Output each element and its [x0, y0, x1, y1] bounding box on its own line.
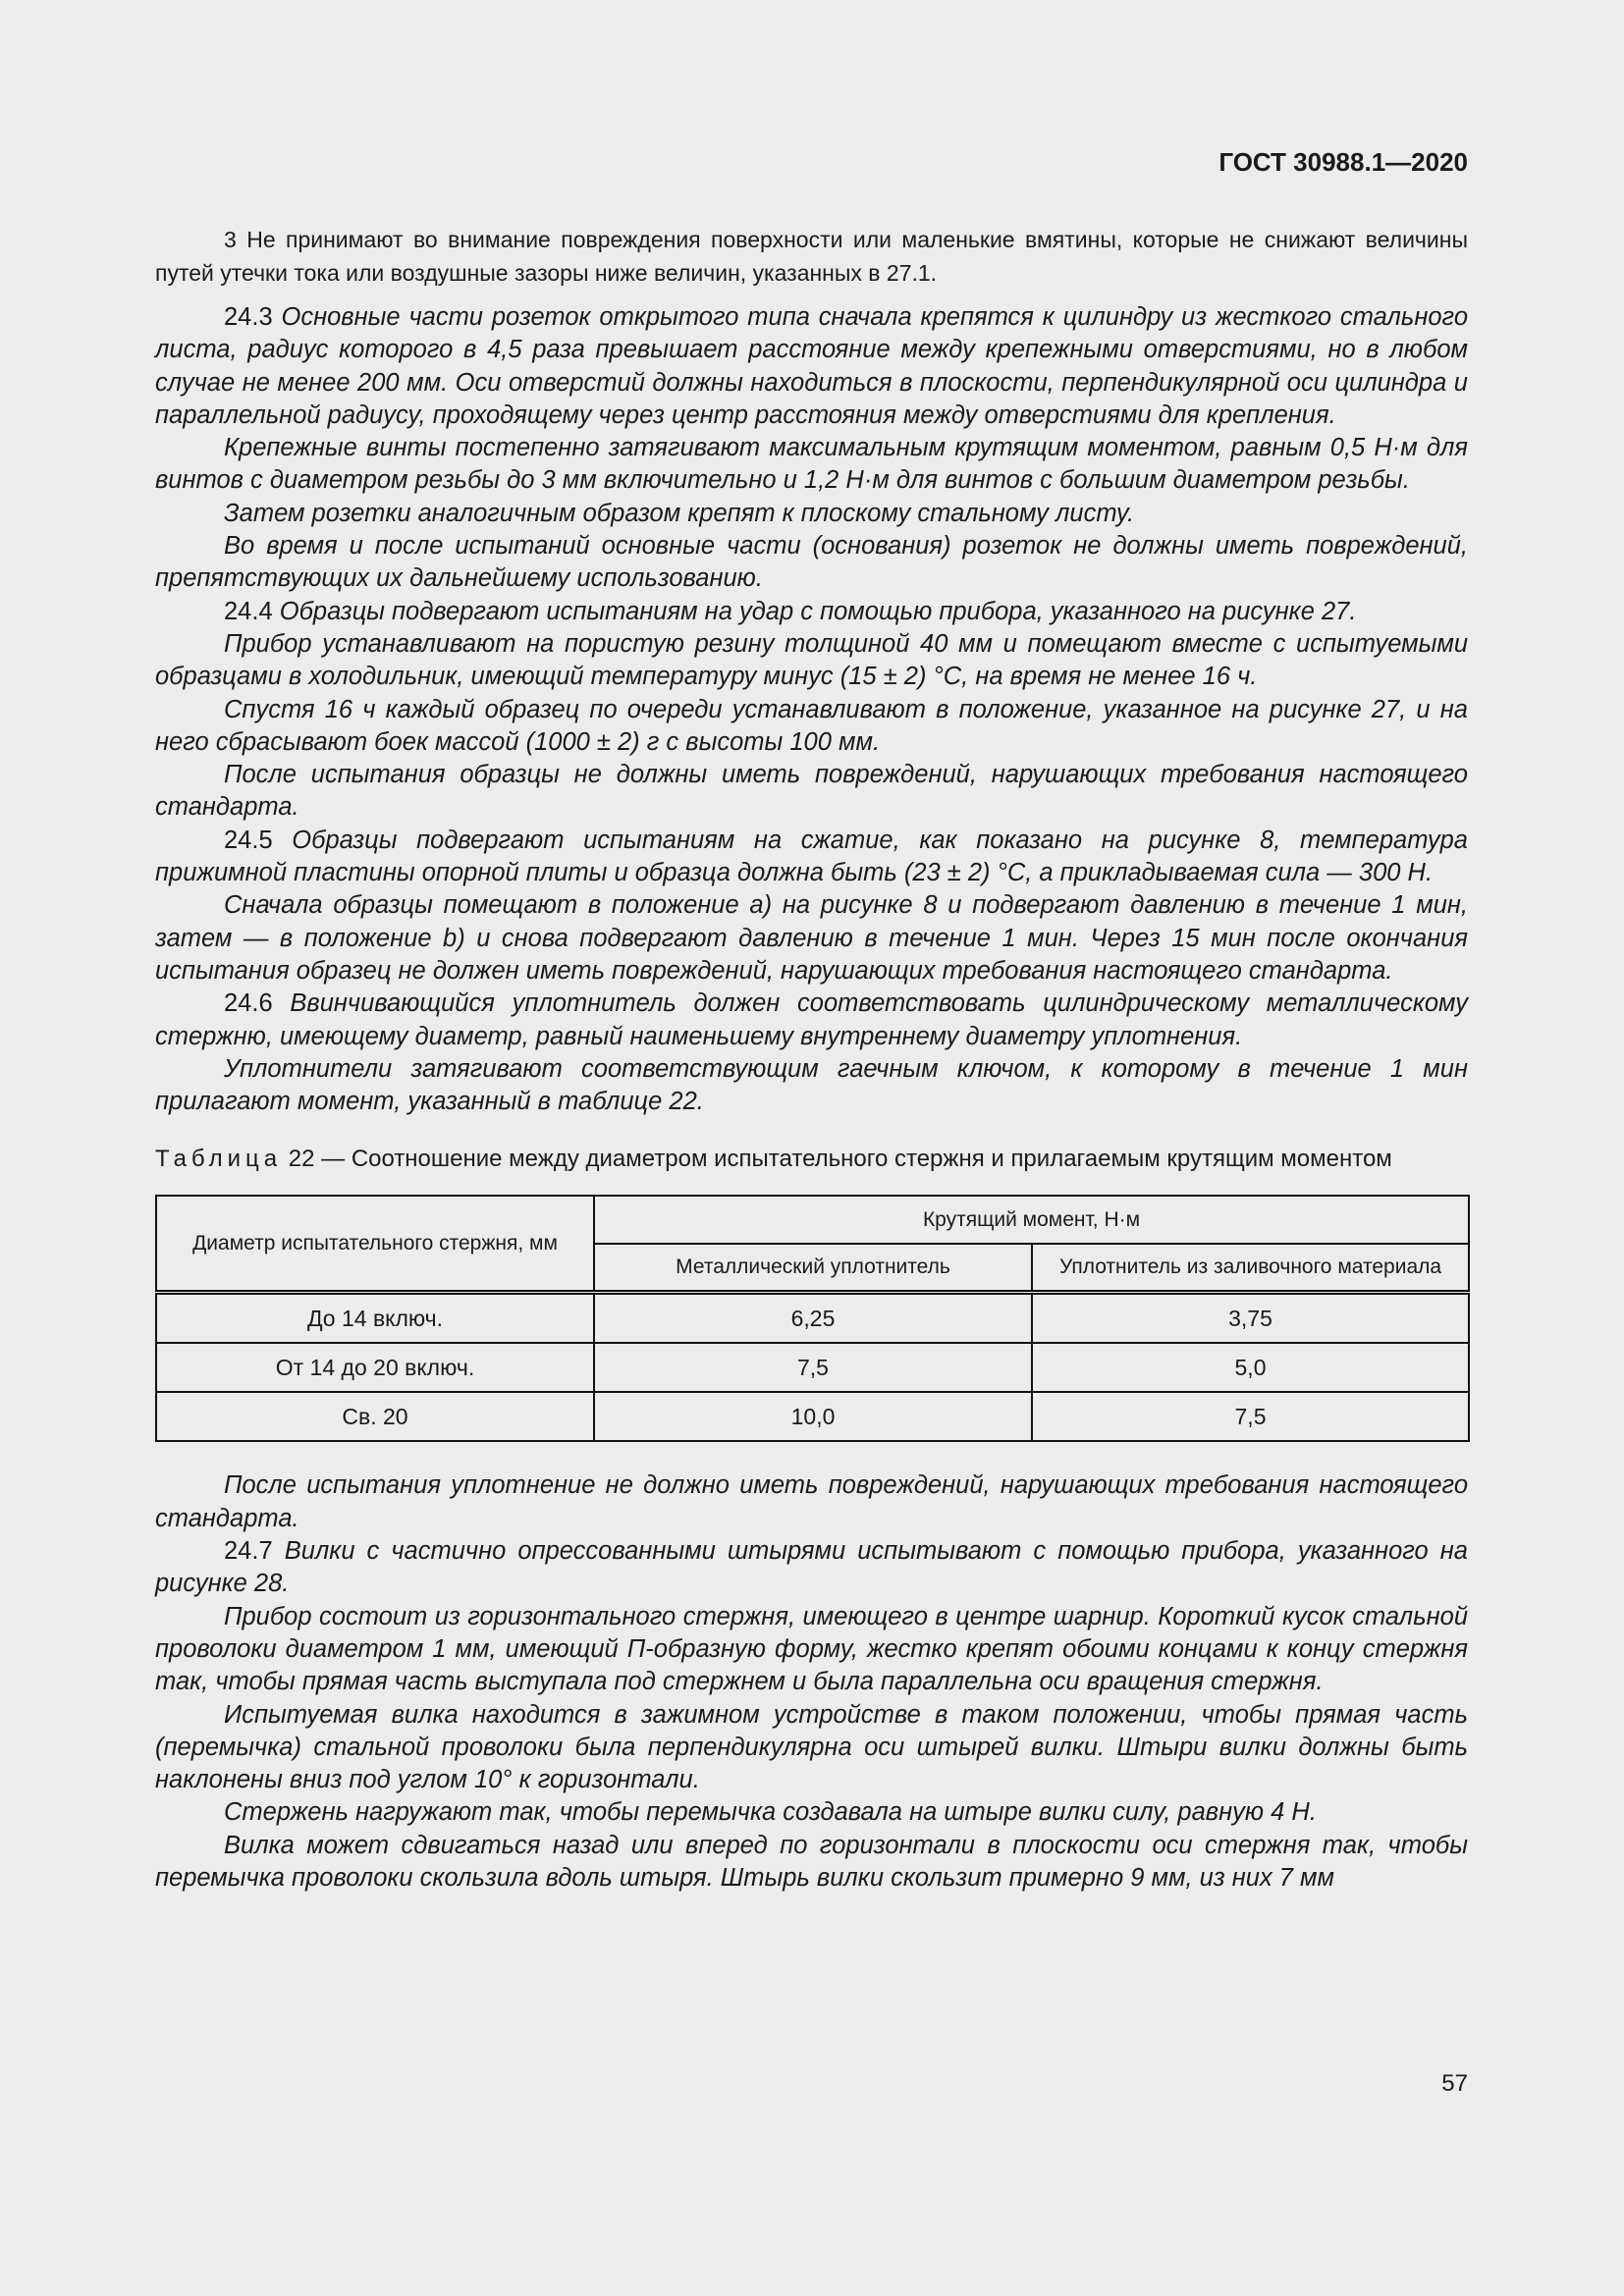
- table-cell: 6,25: [594, 1293, 1032, 1344]
- paragraph-text: Крепежные винты постепенно затягивают максимальным крутящим моментом, равным 0,5 Н·м для винтов с диаметром резьбы до 3 мм включительно и 1,2 Н·м для винтов с большим диаметром резьбы.: [155, 434, 1468, 495]
- clause-number: 24.6: [224, 989, 273, 1018]
- paragraph: [155, 988, 1468, 1053]
- table-row: [156, 1392, 1469, 1441]
- paragraph-text: Во время и после испытаний основные части (основания) розеток не должны иметь повреждений, препятствующих их дальнейшему использованию.: [155, 532, 1468, 593]
- paragraph-text: Ввинчивающийся уплотнитель должен соответствовать цилиндрическому металлическому стержню, имеющему диаметр, равный наименьшему внутреннему диаметру уплотнения.: [155, 989, 1468, 1050]
- paragraph-text: Спустя 16 ч каждый образец по очереди устанавливают в положение, указанное на рисунке 27, и на него сбрасывают боек массой (1000 ± 2) г с высоты 100 мм.: [155, 695, 1468, 756]
- paragraph: [155, 1601, 1468, 1699]
- paragraph: [155, 889, 1468, 988]
- paragraph-text: Прибор устанавливают на пористую резину толщиной 40 мм и помещают вместе с испытуемыми образцами в холодильник, имеющий температуру минус (15 ± 2) °С, на время не менее 16 ч.: [155, 629, 1468, 691]
- clause-number: 24.4: [224, 597, 273, 625]
- paragraph-text: Образцы подвергают испытаниям на сжатие, как показано на рисунке 8, температура прижимной пластины опорной плиты и образца должна быть (23 ± 2) °С, а прикладываемая сила — 300 Н.: [155, 826, 1468, 887]
- table-cell: До 14 включ.: [156, 1293, 594, 1344]
- table-cell: 3,75: [1032, 1293, 1469, 1344]
- paragraph: [155, 1796, 1468, 1829]
- paragraphs-after-table: [155, 1469, 1468, 1895]
- paragraph: [155, 432, 1468, 498]
- paragraph: [155, 1830, 1468, 1896]
- paragraph-text: Вилка может сдвигаться назад или вперед по горизонтали в плоскости оси стержня так, чтобы перемычка проволоки скользила вдоль штыря. Штырь вилки скользит примерно 9 мм, из них 7 мм: [155, 1831, 1468, 1892]
- paragraphs-before-table: [155, 301, 1468, 1118]
- paragraph-text: Затем розетки аналогичным образом крепят к плоскому стальному листу.: [224, 499, 1135, 527]
- table-cell: От 14 до 20 включ.: [156, 1343, 594, 1392]
- note-3: 3 Не принимают во внимание повреждения поверхности или маленькие вмятины, которые не снижают величины путей утечки тока или воздушные зазоры ниже величин, указанных в 27.1.: [155, 227, 1468, 286]
- table-row: [156, 1343, 1469, 1392]
- table-cell: 5,0: [1032, 1343, 1469, 1392]
- paragraph: [155, 1053, 1468, 1119]
- table-cell: Св. 20: [156, 1392, 594, 1441]
- paragraph: [155, 596, 1468, 628]
- clause-number: 24.7: [224, 1537, 273, 1566]
- col-group-header-torque: Крутящий момент, Н·м: [594, 1196, 1469, 1244]
- paragraph: [155, 628, 1468, 694]
- col-header-diameter: Диаметр испытательного стержня, мм: [156, 1196, 594, 1293]
- paragraph-text: После испытания образцы не должны иметь повреждений, нарушающих требования настоящего стандарта.: [155, 761, 1468, 822]
- paragraph: [155, 825, 1468, 890]
- paragraph: [155, 498, 1468, 530]
- document-code: ГОСТ 30988.1—2020: [1218, 147, 1468, 177]
- paragraph: [155, 759, 1468, 825]
- table-caption-label: Таблица: [155, 1146, 283, 1173]
- paragraph: [155, 694, 1468, 760]
- paragraph-text: Основные части розеток открытого типа сначала крепятся к цилиндру из жесткого стального листа, радиус которого в 4,5 раза превышает расстояние между крепежными отверстиями, но в любом случае не менее 200 мм. Оси отверстий должны находиться в плоскости, перпендикулярной оси цилиндра и параллельной радиусу, проходящему через центр расстояния между отверстиями для крепления.: [155, 303, 1468, 429]
- paragraph: [155, 1469, 1468, 1535]
- clause-number: 24.5: [224, 826, 273, 854]
- page-body: [155, 224, 1468, 1895]
- torque-table: [155, 1195, 1470, 1442]
- table-caption: [155, 1145, 1468, 1174]
- page-number: 57: [1441, 2070, 1468, 2097]
- paragraph-text: Сначала образцы помещают в положение а) на рисунке 8 и подвергают давлению в течение 1 мин, затем — в положение b) и снова подвергают давлению в течение 1 мин. Через 15 мин после окончания испытания образец не должен иметь повреждений, нарушающих требования настоящего стандарта.: [155, 891, 1468, 985]
- table-cell: 10,0: [594, 1392, 1032, 1441]
- paragraph: [155, 301, 1468, 432]
- paragraph-text: Прибор состоит из горизонтального стержня, имеющего в центре шарнир. Короткий кусок стальной проволоки диаметром 1 мм, имеющий П-образную форму, жестко крепят обоими концами к концу стержня так, чтобы прямая часть выступала под стержнем и была параллельна оси вращения стержня.: [155, 1602, 1468, 1696]
- paragraph: [155, 530, 1468, 596]
- table-cell: 7,5: [1032, 1392, 1469, 1441]
- table-row: [156, 1293, 1469, 1344]
- paragraph: [155, 1535, 1468, 1601]
- col-header-metal-seal: Металлический уплотнитель: [594, 1244, 1032, 1293]
- table-caption-text: 22 — Соотношение между диаметром испытательного стержня и прилагаемым крутящим моментом: [288, 1146, 1392, 1173]
- paragraph-text: Вилки с частично опрессованными штырями испытывают с помощью прибора, указанного на рисунке 28.: [155, 1537, 1468, 1598]
- col-header-compound-seal: Уплотнитель из заливочного материала: [1032, 1244, 1469, 1293]
- clause-number: 24.3: [224, 303, 273, 331]
- paragraph-text: Образцы подвергают испытаниям на удар с помощью прибора, указанного на рисунке 27.: [279, 597, 1357, 625]
- table-cell: 7,5: [594, 1343, 1032, 1392]
- paragraph-text: Испытуемая вилка находится в зажимном устройстве в таком положении, чтобы прямая часть (перемычка) стальной проволоки была перпендикулярна оси штырей вилки. Штыри вилки должны быть наклонены вниз под углом 10° к горизонтали.: [155, 1700, 1468, 1794]
- paragraph-text: После испытания уплотнение не должно иметь повреждений, нарушающих требования настоящего стандарта.: [155, 1471, 1468, 1532]
- paragraph-text: Стержень нагружают так, чтобы перемычка создавала на штыре вилки силу, равную 4 Н.: [224, 1798, 1317, 1827]
- paragraph-text: Уплотнители затягивают соответствующим гаечным ключом, к которому в течение 1 мин прилагают момент, указанный в таблице 22.: [155, 1054, 1468, 1116]
- paragraph: [155, 1699, 1468, 1797]
